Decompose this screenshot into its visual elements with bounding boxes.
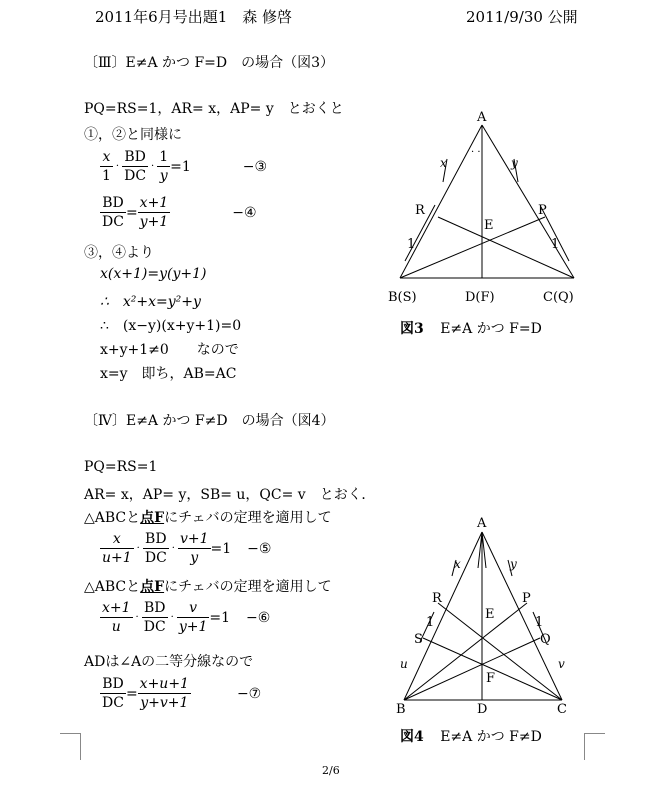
fraction [100,194,126,231]
step-1: x(x+1)=y(y+1) [100,266,207,282]
label-A: A [477,516,487,531]
denominator: y [190,550,199,566]
label-F: F [486,671,496,686]
corner-mark-left [60,733,81,760]
denominator: y+v+1 [140,695,189,711]
label-R: R [432,591,442,606]
dot: · [151,161,155,172]
fraction [143,530,169,567]
fraction [138,194,171,231]
fraction [138,675,191,712]
label-P: P [538,203,547,218]
label-R: R [415,203,425,218]
label-E: E [484,218,494,233]
label-D: D [477,702,488,717]
equation-ref: −③ [242,158,268,175]
denominator: DC [144,550,167,566]
label-one-left: 1 [426,615,435,630]
caption-text: E≠A かつ F=D [440,321,542,337]
denominator: DC [143,619,166,635]
label-x: x [454,557,461,571]
equation-rhs: =1 [170,158,191,175]
section3-line5: ③，④より [84,245,154,261]
label-B: B(S) [388,290,417,305]
equation-rhs: =1 [210,540,232,557]
numerator: BD [143,530,169,549]
denominator: y+1 [178,619,208,635]
denominator: y [159,168,168,184]
dot: · [171,543,175,554]
label-y: y [510,557,517,571]
step-5: x=y 即ち，AB=AC [100,366,237,382]
label-y: y [511,156,518,170]
ceva-post: にチェバの定理を適用して [164,510,332,526]
label-B: B [396,702,406,717]
label-one-right: 1 [535,615,544,630]
denominator: DC [102,695,124,711]
caption-number: 図3 [400,321,424,337]
fraction [100,530,134,567]
numerator: BD [142,599,168,618]
fraction [178,530,211,567]
label-D: D(F) [465,290,495,305]
figure-4 [390,510,590,720]
page-number: 2/6 [322,764,340,777]
dot: · [115,161,120,172]
equation-6 [100,599,270,636]
numerator: x [100,148,113,167]
denominator: u [111,619,121,635]
label-u: u [400,657,408,671]
numerator: BD [100,675,126,694]
corner-mark-right [584,733,605,760]
equation-4 [100,194,257,231]
numerator: v+1 [179,531,209,547]
equals: = [125,204,138,221]
label-Q: Q [540,632,551,647]
ceva-pre: △ABCと [84,510,141,526]
section4-title: 〔Ⅳ〕E≠A かつ F≠D の場合（図4） [84,413,335,429]
dot: · [135,612,139,623]
fraction [100,148,113,185]
label-E: E [485,607,495,622]
denominator: 1 [102,168,111,184]
fraction [177,599,210,636]
section4-setup2: AR= x，AP= y，SB= u，QC= v とおく． [84,487,376,503]
step-3: ∴ (x−y)(x+y+1)=0 [100,318,242,334]
numerator: BD [122,148,148,167]
numerator: v [177,599,210,618]
label-C: C(Q) [543,290,574,305]
equation-7 [100,675,261,712]
dot: · [170,612,174,623]
point-f: 点F [140,510,165,526]
figure-3-caption [400,318,542,338]
label-v: v [558,657,565,671]
header-left: 2011年6月号出題1 森 修啓 [95,8,293,26]
step-2: ∴ x²+x=y²+y [100,294,201,310]
equation-rhs: =1 [209,609,231,626]
ceva-pre: △ABCと [84,579,141,595]
label-one-left: 1 [407,237,416,252]
fraction [100,599,133,636]
label-one-right: 1 [551,237,560,252]
caption-text: E≠A かつ F≠D [440,729,542,745]
caption-number: 図4 [400,729,424,745]
label-C: C [557,702,567,717]
label-x: x [440,156,447,170]
denominator: y+1 [139,214,169,230]
label-P: P [522,591,531,606]
fraction [100,675,126,712]
equation-ref: −⑤ [247,540,272,557]
denominator: DC [124,168,147,184]
ceva-line-2 [84,576,332,596]
numerator: x+1 [139,195,169,211]
label-A: A [477,110,487,125]
bisector-line: ADは∠Aの二等分線なので [84,654,254,670]
step-4: x+y+1≠0 なので [100,342,239,358]
figure-4-caption [400,726,542,746]
dot: · [136,543,140,554]
equation-ref: −④ [232,204,257,221]
point-f: 点F [140,579,165,595]
section4-setup1: PQ=RS=1 [84,459,158,475]
fraction [157,148,170,185]
equation-3 [100,148,267,185]
equation-ref: −⑥ [246,609,271,626]
equation-ref: −⑦ [236,685,262,702]
equation-5 [100,530,271,567]
denominator: u+1 [102,550,132,566]
section3-title: 〔Ⅲ〕E≠A かつ F=D の場合（図3） [84,55,335,71]
figure-3 [385,105,595,315]
section3-line2: ①，②と同様に [84,127,182,143]
angle-mark: · · [471,147,481,158]
ceva-line-1 [84,507,332,527]
header-right: 2011/9/30 公開 [466,8,578,26]
fraction [122,148,148,185]
numerator: x [100,530,134,549]
numerator: x+1 [102,600,131,616]
numerator: BD [100,194,126,213]
numerator: x+u+1 [139,676,189,692]
label-S: S [414,632,423,647]
fraction [142,599,168,636]
section3-setup: PQ=RS=1，AR= x，AP= y とおくと [84,101,344,117]
numerator: 1 [159,149,169,165]
denominator: DC [102,214,124,230]
ceva-post: にチェバの定理を適用して [164,579,332,595]
equals: = [125,685,138,702]
